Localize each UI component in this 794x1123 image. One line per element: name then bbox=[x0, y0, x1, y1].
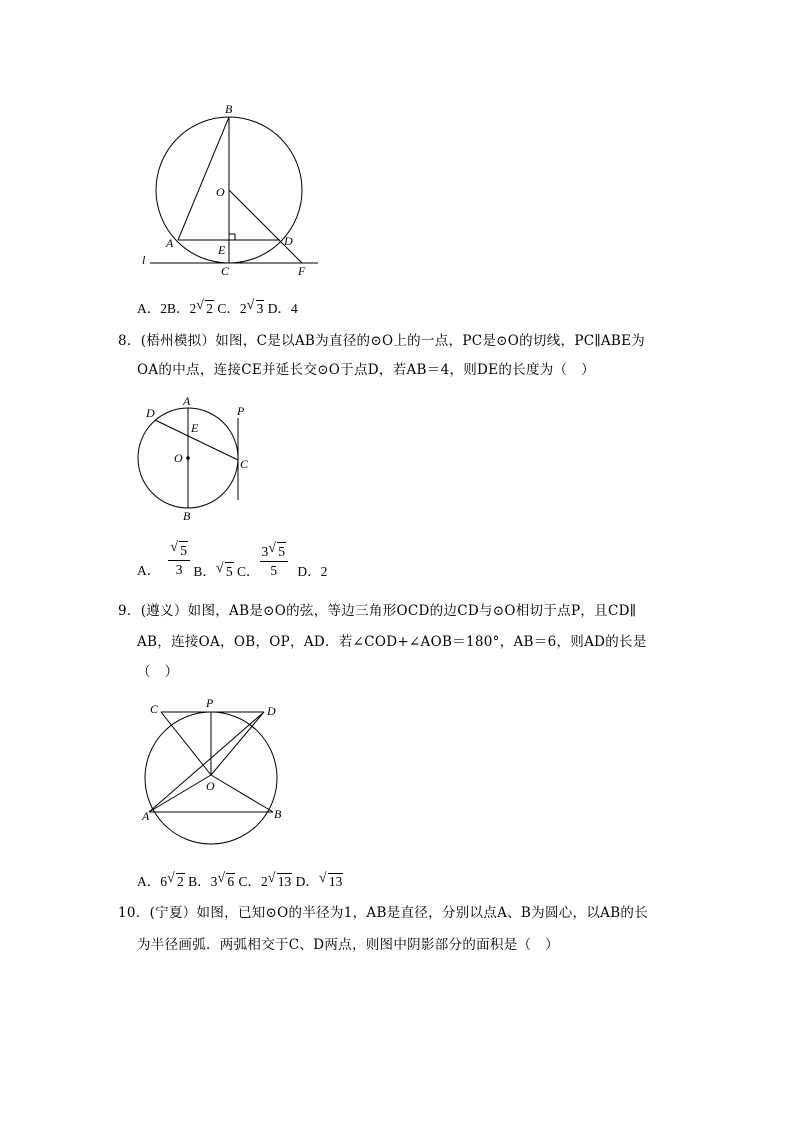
q9-option-c[interactable]: C．2 √ 13 bbox=[238, 871, 292, 889]
q8-figure bbox=[135, 390, 260, 525]
q8-label-p: P bbox=[237, 404, 245, 418]
q8-option-a[interactable]: A． √ 5 3 bbox=[137, 541, 190, 580]
q7-chord-ba bbox=[178, 117, 229, 240]
q9-label-b: B bbox=[274, 807, 282, 821]
q10-text-line2: 为半径画弧．两弧相交于C、D两点，则图中阴影部分的面积是（ ） bbox=[137, 937, 559, 953]
q10-text-line1: 10．(宁夏）如图，已知⊙O的半径为1，AB是直径，分别以点A、B为圆心，以AB的长 bbox=[118, 905, 649, 921]
q9-label-c: C bbox=[150, 702, 159, 716]
q9-label-p: P bbox=[206, 696, 214, 710]
q7-options bbox=[137, 297, 298, 317]
q7-option-a[interactable]: A．2 bbox=[137, 301, 167, 316]
q7-label-a: A bbox=[166, 236, 174, 250]
q9-option-d[interactable]: D． √ 13 bbox=[295, 871, 343, 889]
q9-line-od bbox=[211, 712, 264, 775]
q9-label-o: O bbox=[206, 779, 215, 793]
q7-option-d[interactable]: D．4 bbox=[267, 301, 298, 316]
q8-label-o: O bbox=[174, 451, 183, 465]
q8-center-dot bbox=[186, 456, 190, 460]
q9-line-ad bbox=[149, 712, 264, 812]
q9-options bbox=[137, 870, 343, 890]
q9-option-b[interactable]: B．3 √ 6 bbox=[188, 871, 235, 889]
q9-line-ob bbox=[211, 775, 273, 812]
q8-option-b[interactable]: B． √ 5 bbox=[193, 560, 233, 579]
q7-label-b: B bbox=[225, 102, 233, 116]
q9-line-oa bbox=[149, 775, 211, 812]
q8-label-c: C bbox=[240, 457, 249, 471]
q7-label-f: F bbox=[298, 264, 306, 278]
q9-label-d: D bbox=[267, 704, 276, 718]
q8-label-d: D bbox=[146, 406, 155, 420]
q7-option-c[interactable]: C．2 √ 3 bbox=[217, 298, 264, 316]
q7-label-o: O bbox=[216, 185, 225, 199]
q9-option-a[interactable]: A．6 √ 2 bbox=[137, 871, 184, 889]
q9-figure bbox=[140, 695, 295, 830]
q7-label-d: D bbox=[284, 234, 293, 248]
q9-line-oc bbox=[161, 712, 211, 775]
q8-option-d[interactable]: D．2 bbox=[297, 563, 328, 579]
q7-option-b[interactable]: B．2 √ 2 bbox=[167, 298, 214, 316]
q7-figure bbox=[135, 100, 335, 280]
q8-text-line1: 8．(梧州模拟）如图，C是以AB为直径的⊙O上的一点，PC是⊙O的切线，PC∥ABE为 bbox=[118, 333, 646, 349]
q8-label-b: B bbox=[183, 509, 191, 523]
q9-text-line1: 9．(遵义）如图，AB是⊙O的弦，等边三角形OCD的边CD与⊙O相切于点P，且CD∥ bbox=[118, 603, 637, 619]
q7-label-c: C bbox=[221, 264, 230, 278]
q9-text-line2: AB，连接OA，OB，OP，AD．若∠COD+∠AOB＝180°，AB＝6，则AD的长是 bbox=[137, 634, 647, 650]
q8-option-c[interactable]: C． 3 √ 5 5 bbox=[237, 542, 288, 581]
q7-label-l: l bbox=[142, 253, 146, 267]
q9-text-line3: （ ） bbox=[137, 664, 179, 680]
q7-label-e: E bbox=[218, 243, 226, 257]
q8-label-e: E bbox=[191, 421, 199, 435]
q7-right-angle-mark bbox=[229, 234, 235, 240]
q8-options bbox=[137, 541, 327, 581]
q8-label-a: A bbox=[183, 394, 191, 408]
q7-line-of bbox=[229, 190, 302, 263]
q8-text-line2: OA的中点，连接CE并延长交⊙O于点D，若AB＝4，则DE的长度为（ ） bbox=[137, 362, 595, 378]
q9-label-a: A bbox=[142, 809, 150, 823]
